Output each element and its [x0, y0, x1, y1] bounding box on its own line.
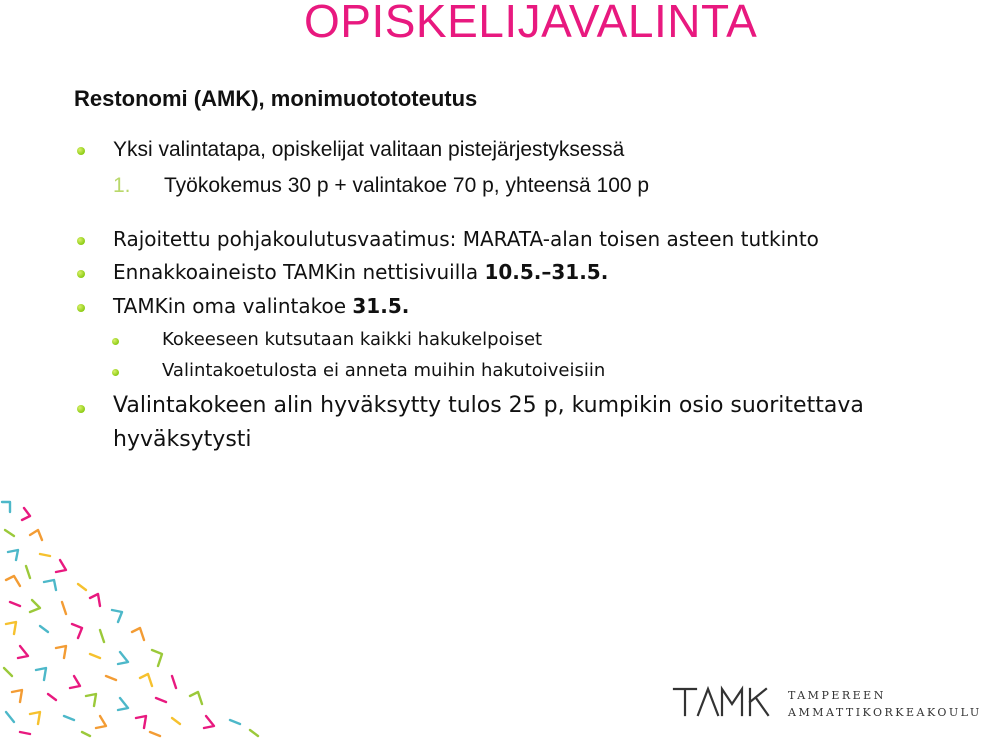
subtitle: Restonomi (AMK), monimuotototeutus — [74, 86, 478, 111]
list-item: TAMKin oma valintakoe 31.5. — [113, 294, 410, 318]
bullet-icon — [112, 369, 119, 376]
tamk-logo — [672, 686, 780, 718]
bullet-icon — [77, 237, 85, 245]
list-item: Kokeeseen kutsutaan kaikki hakukelpoiset — [162, 329, 543, 350]
bullet-icon — [77, 304, 85, 312]
list-number: 1. — [113, 174, 131, 197]
logo-line-2: AMMATTIKORKEAKOULU — [788, 706, 982, 719]
list-item: Yksi valintatapa, opiskelijat valitaan pistejärjestyksessä — [113, 138, 625, 161]
bullet-icon — [77, 270, 85, 278]
logo-line-1: TAMPEREEN — [788, 689, 886, 702]
list-item: Rajoitettu pohjakoulutusvaatimus: MARATA-alan toisen asteen tutkinto — [113, 227, 819, 251]
tamk-logo-mark — [672, 686, 780, 718]
bullet-icon — [112, 338, 119, 345]
list-item: Valintakoetulosta ei anneta muihin hakutoiveisiin — [162, 360, 606, 381]
list-item: Ennakkoaineisto TAMKin nettisivuilla 10.5.–31.5. — [113, 260, 609, 284]
list-item-continuation: hyväksytysti — [113, 427, 252, 452]
list-item: Valintakokeen alin hyväksytty tulos 25 p, kumpikin osio suoritettava — [113, 393, 864, 418]
decorative-pattern — [0, 490, 310, 740]
bullet-icon — [77, 405, 85, 413]
page-title: OPISKELIJAVALINTA — [304, 0, 758, 47]
list-item: Työkokemus 30 p + valintakoe 70 p, yhteensä 100 p — [164, 174, 650, 197]
bullet-icon — [77, 147, 85, 155]
